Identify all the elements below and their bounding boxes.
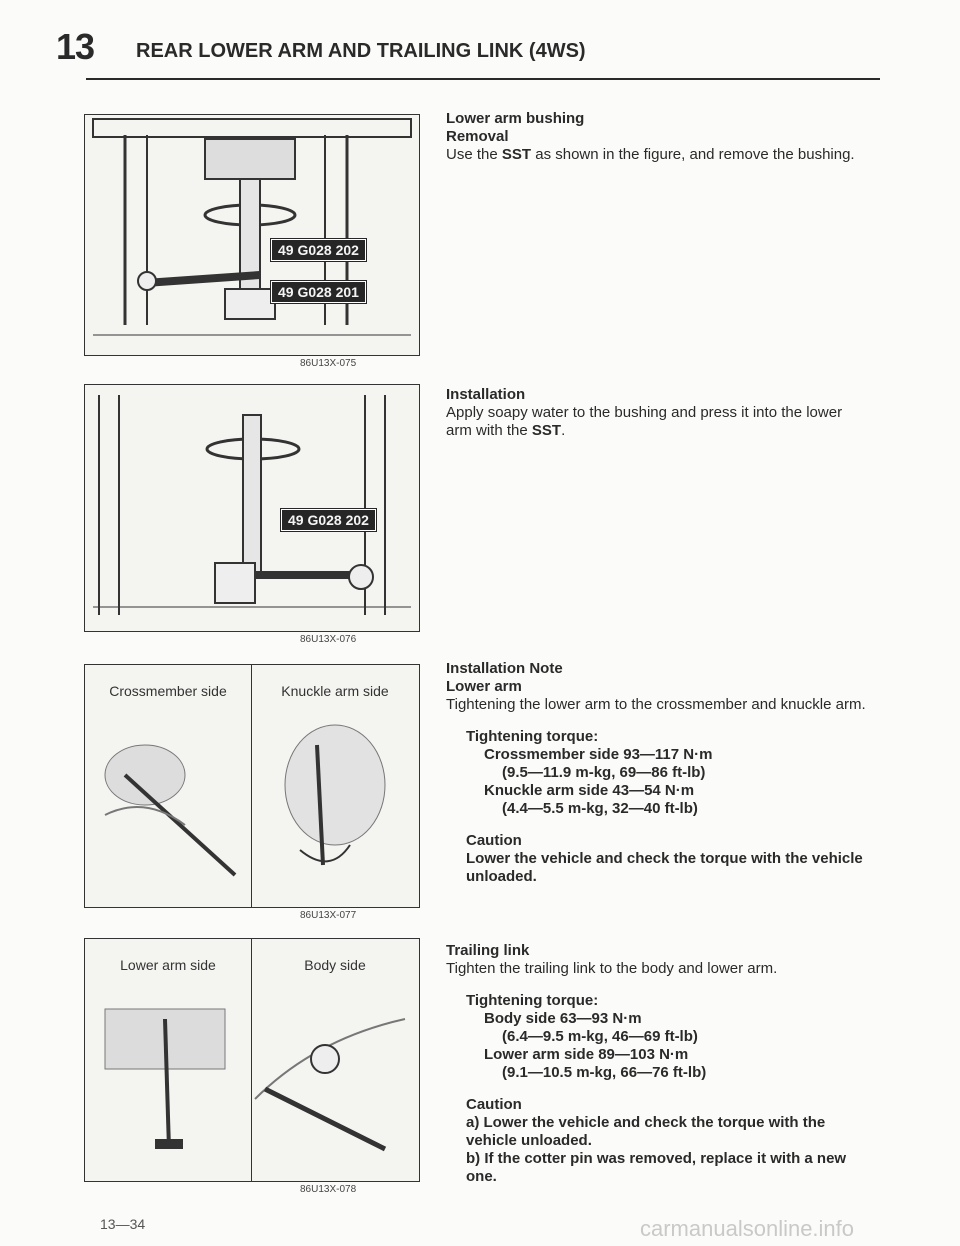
figure-code: 86U13X-076: [300, 634, 357, 645]
figure-code: 86U13X-077: [300, 910, 357, 921]
caption-body-side: Body side: [304, 957, 366, 973]
section-body: Tightening the lower arm to the crossmember and knuckle arm.: [446, 696, 866, 713]
figure-lower-arm-torque: [84, 664, 420, 908]
torque-line: (6.4—9.5 m-kg, 46—69 ft-lb): [502, 1028, 698, 1045]
section-installation-note: [446, 660, 866, 886]
torque-line: Knuckle arm side 43—54 N·m: [484, 782, 695, 799]
figure-divider: [251, 665, 252, 907]
section-subheading: Removal: [446, 128, 509, 145]
section-installation: [446, 386, 866, 440]
caution-heading: Caution: [466, 832, 522, 849]
header-rule: [86, 78, 880, 80]
torque-heading: Tightening torque:: [466, 992, 599, 1009]
chapter-number: 13: [56, 26, 95, 67]
torque-line: Crossmember side 93—117 N·m: [484, 746, 713, 763]
caution-item-b: b) If the cotter pin was removed, replace it with a new one.: [466, 1150, 847, 1185]
caution-text: Lower the vehicle and check the torque with the vehicle unloaded.: [466, 850, 863, 885]
section-heading: Installation Note: [446, 660, 563, 677]
sst-label-202: 49 G028 202: [271, 239, 366, 261]
page-number: 13—34: [100, 1216, 146, 1232]
section-trailing-link: [446, 942, 866, 1186]
figure-divider: [251, 939, 252, 1181]
caution-item-a: a) Lower the vehicle and check the torque with the vehicle unloaded.: [466, 1114, 826, 1149]
section-heading: Trailing link: [446, 942, 530, 959]
section-subheading: Lower arm: [446, 678, 522, 695]
lower-arm-torque-illustration: [85, 665, 419, 907]
press-installation-illustration: [85, 385, 419, 631]
figure-code: 86U13X-078: [300, 1184, 357, 1195]
press-removal-illustration: [85, 115, 419, 355]
page-title: REAR LOWER ARM AND TRAILING LINK (4WS): [136, 40, 586, 62]
page-header: [56, 18, 880, 78]
section-body: Apply soapy water to the bushing and press it into the lower arm with the SST.: [446, 404, 843, 439]
watermark: carmanualsonline.info: [640, 1216, 855, 1241]
caption-crossmember-side: Crossmember side: [109, 683, 227, 699]
torque-line: Lower arm side 89—103 N·m: [484, 1046, 689, 1063]
section-bushing-removal: [446, 110, 866, 164]
caption-lower-arm-side: Lower arm side: [120, 957, 216, 973]
figure-trailing-link-torque: [84, 938, 420, 1182]
section-body: Tighten the trailing link to the body and lower arm.: [446, 960, 778, 977]
figure-bushing-removal: [84, 114, 420, 356]
trailing-link-torque-illustration: [85, 939, 419, 1181]
torque-heading: Tightening torque:: [466, 728, 599, 745]
torque-line: (4.4—5.5 m-kg, 32—40 ft-lb): [502, 800, 698, 817]
torque-line: (9.5—11.9 m-kg, 69—86 ft-lb): [502, 764, 706, 781]
sst-label-201: 49 G028 201: [271, 281, 366, 303]
figure-bushing-installation: [84, 384, 420, 632]
caution-heading: Caution: [466, 1096, 522, 1113]
torque-line: Body side 63—93 N·m: [484, 1010, 642, 1027]
section-heading: Installation: [446, 386, 526, 403]
sst-label-202: 49 G028 202: [281, 509, 376, 531]
torque-line: (9.1—10.5 m-kg, 66—76 ft-lb): [502, 1064, 707, 1081]
caption-knuckle-arm-side: Knuckle arm side: [281, 683, 389, 699]
section-heading: Lower arm bushing: [446, 110, 585, 127]
figure-code: 86U13X-075: [300, 358, 357, 369]
section-body: Use the SST as shown in the figure, and remove the bushing.: [446, 146, 855, 163]
